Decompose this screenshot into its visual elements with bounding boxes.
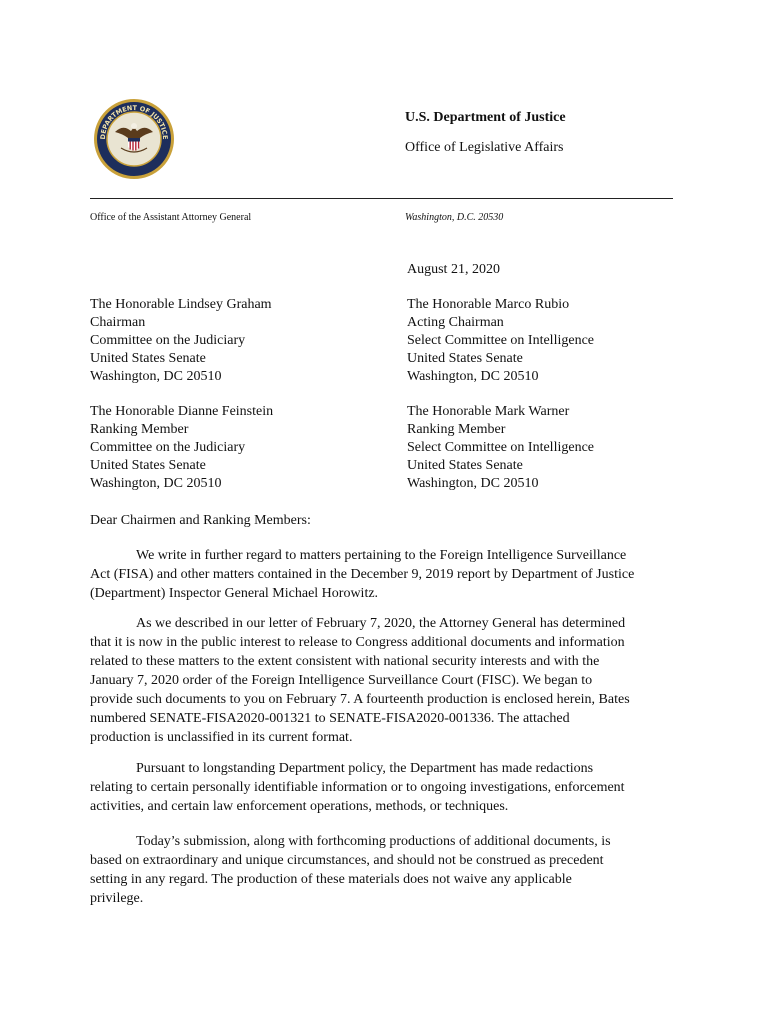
recipient-line: Washington, DC 20510 — [407, 369, 539, 384]
paragraph-line: Act (FISA) and other matters contained in the December 9, 2019 report by Department of Justice — [90, 567, 635, 582]
paragraph-line: provide such documents to you on February 7. A fourteenth production is enclosed herein, Bates — [90, 692, 630, 707]
recipient-line: Acting Chairman — [407, 315, 504, 330]
paragraph-line: Pursuant to longstanding Department policy, the Department has made redactions — [136, 761, 594, 776]
paragraph-line: privilege. — [90, 891, 144, 906]
recipient-line: United States Senate — [407, 458, 523, 473]
recipient-line: United States Senate — [90, 351, 206, 366]
paragraph-line: numbered SENATE-FISA2020-001321 to SENATE-FISA2020-001336. The attached — [90, 711, 570, 726]
paragraph-line: January 7, 2020 order of the Foreign Intelligence Surveillance Court (FISC). We began to — [90, 673, 593, 688]
letterhead-divider — [90, 198, 673, 199]
recipient-line: United States Senate — [407, 351, 523, 366]
recipient-line: Ranking Member — [90, 422, 189, 437]
recipient-address-block — [90, 403, 273, 493]
recipient-address-block — [407, 296, 594, 386]
recipient-line: The Honorable Mark Warner — [407, 404, 570, 419]
recipient-line: Washington, DC 20510 — [90, 476, 222, 491]
paragraph-line: We write in further regard to matters pertaining to the Foreign Intelligence Surveillance — [136, 548, 627, 563]
paragraph-line: related to these matters to the extent consistent with national security interests and with the — [90, 654, 600, 669]
agency-name: U.S. Department of Justice — [405, 110, 566, 125]
recipient-line: Washington, DC 20510 — [90, 369, 222, 384]
paragraph-line: (Department) Inspector General Michael Horowitz. — [90, 586, 379, 601]
office-location: Washington, D.C. 20530 — [405, 212, 504, 223]
body-paragraph — [90, 546, 680, 603]
body-paragraph — [90, 614, 680, 747]
recipient-line: The Honorable Lindsey Graham — [90, 297, 272, 312]
salutation: Dear Chairmen and Ranking Members: — [90, 513, 311, 528]
sub-office: Office of the Assistant Attorney General — [90, 212, 252, 223]
paragraph-line: Today’s submission, along with forthcoming productions of additional documents, is — [136, 834, 611, 849]
recipient-address-block — [90, 296, 272, 386]
recipient-line: Chairman — [90, 315, 146, 330]
recipient-line: Select Committee on Intelligence — [407, 333, 594, 348]
recipient-line: Ranking Member — [407, 422, 506, 437]
paragraph-line: based on extraordinary and unique circumstances, and should not be construed as precedent — [90, 853, 604, 868]
letter-date: August 21, 2020 — [407, 262, 500, 277]
recipient-line: Committee on the Judiciary — [90, 333, 246, 348]
paragraph-line: production is unclassified in its current format. — [90, 730, 353, 745]
paragraph-line: setting in any regard. The production of these materials does not waive any applicable — [90, 872, 572, 887]
recipient-address-block — [407, 403, 594, 493]
recipient-line: United States Senate — [90, 458, 206, 473]
body-paragraph — [90, 832, 680, 908]
paragraph-line: As we described in our letter of February 7, 2020, the Attorney General has determined — [136, 616, 626, 631]
recipient-line: The Honorable Dianne Feinstein — [90, 404, 274, 419]
doj-seal — [93, 98, 175, 180]
paragraph-line: that it is now in the public interest to release to Congress additional documents and information — [90, 635, 625, 650]
recipient-line: Washington, DC 20510 — [407, 476, 539, 491]
office-name: Office of Legislative Affairs — [405, 140, 564, 155]
recipient-line: Select Committee on Intelligence — [407, 440, 594, 455]
paragraph-line: relating to certain personally identifiable information or to ongoing investigations, enforcement — [90, 780, 625, 795]
paragraph-line: activities, and certain law enforcement operations, methods, or techniques. — [90, 799, 509, 814]
seal-text: DEPARTMENT OF JUSTICE — [98, 103, 170, 140]
recipient-line: Committee on the Judiciary — [90, 440, 246, 455]
recipient-line: The Honorable Marco Rubio — [407, 297, 570, 312]
body-paragraph — [90, 759, 680, 816]
